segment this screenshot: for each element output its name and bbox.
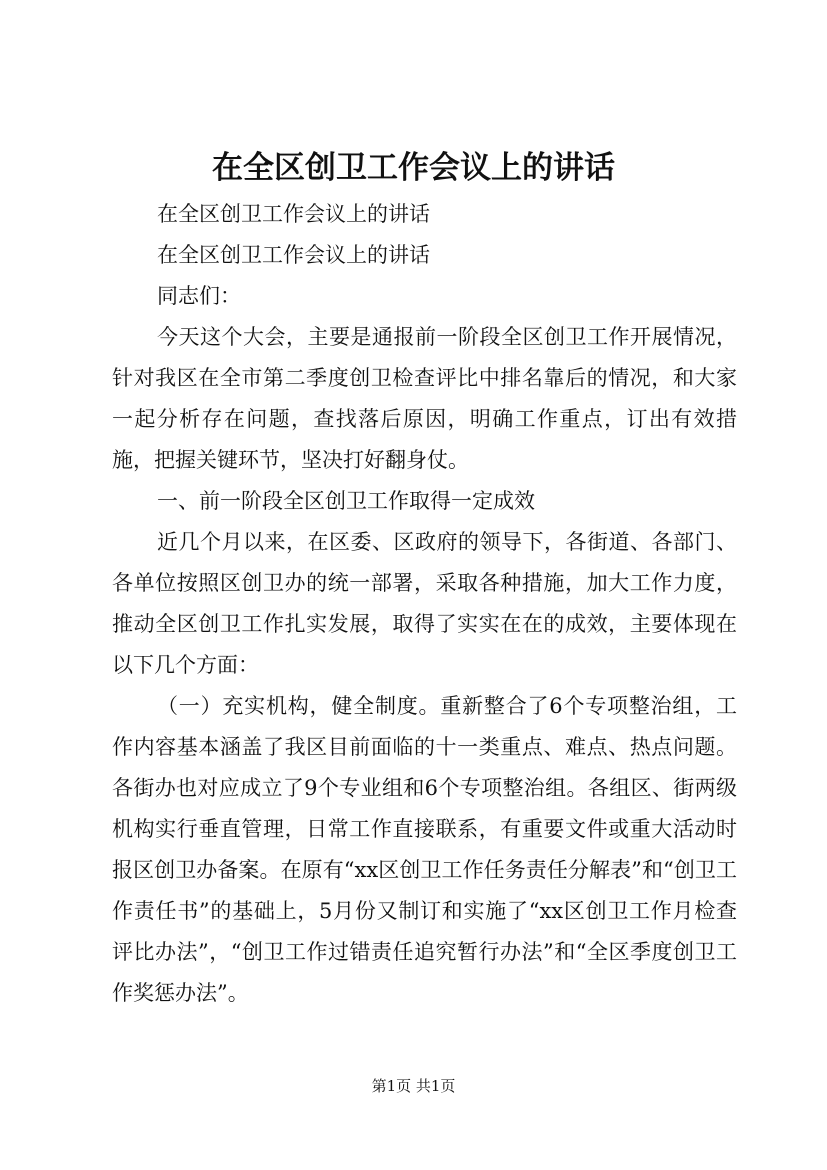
section-heading: 一、前一阶段全区创卫工作取得一定成效 xyxy=(157,489,535,513)
body-paragraph: （一）充实机构，健全制度。重新整合了6个专项整治组，工作内容基本涵盖了我区目前面临的十一类重点、难点、热点问题。各街办也对应成立了9个专业组和6个专项整治组。各组区、街两级机构实行垂直管理，日常工作直接联系，有重要文件或重大活动时报区创卫办备案。在原有“xx区创卫工作任务责任分解表”和“创卫工作责任书”的基础上，5月份又制订和实施了“xx区创卫工作月检查评比办法”，“创卫工作过错责任追究暂行办法”和“全区季度创卫工作奖惩办法”。 xyxy=(112,694,737,1005)
body-paragraph: 今天这个大会，主要是通报前一阶段全区创卫工作开展情况，针对我区在全市第二季度创卫检查评比中排名靠后的情况，和大家一起分析存在问题，查找落后原因，明确工作重点，订出有效措施，把握关键环节，坚决打好翻身仗。 xyxy=(112,325,737,472)
document-title: 在全区创卫工作会议上的讲话 xyxy=(212,150,615,186)
body-paragraph: 在全区创卫工作会议上的讲话 xyxy=(157,243,430,267)
document-body xyxy=(112,194,737,1014)
body-paragraph: 在全区创卫工作会议上的讲话 xyxy=(157,202,430,226)
body-paragraph: 近几个月以来，在区委、区政府的领导下，各街道、各部门、各单位按照区创卫办的统一部署，采取各种措施，加大工作力度，推动全区创卫工作扎实发展，取得了实实在在的成效，主要体现在以下几个方面： xyxy=(112,530,737,677)
page-footer: 第1页 共1页 xyxy=(371,1077,456,1095)
body-paragraph: 同志们： xyxy=(157,284,241,308)
